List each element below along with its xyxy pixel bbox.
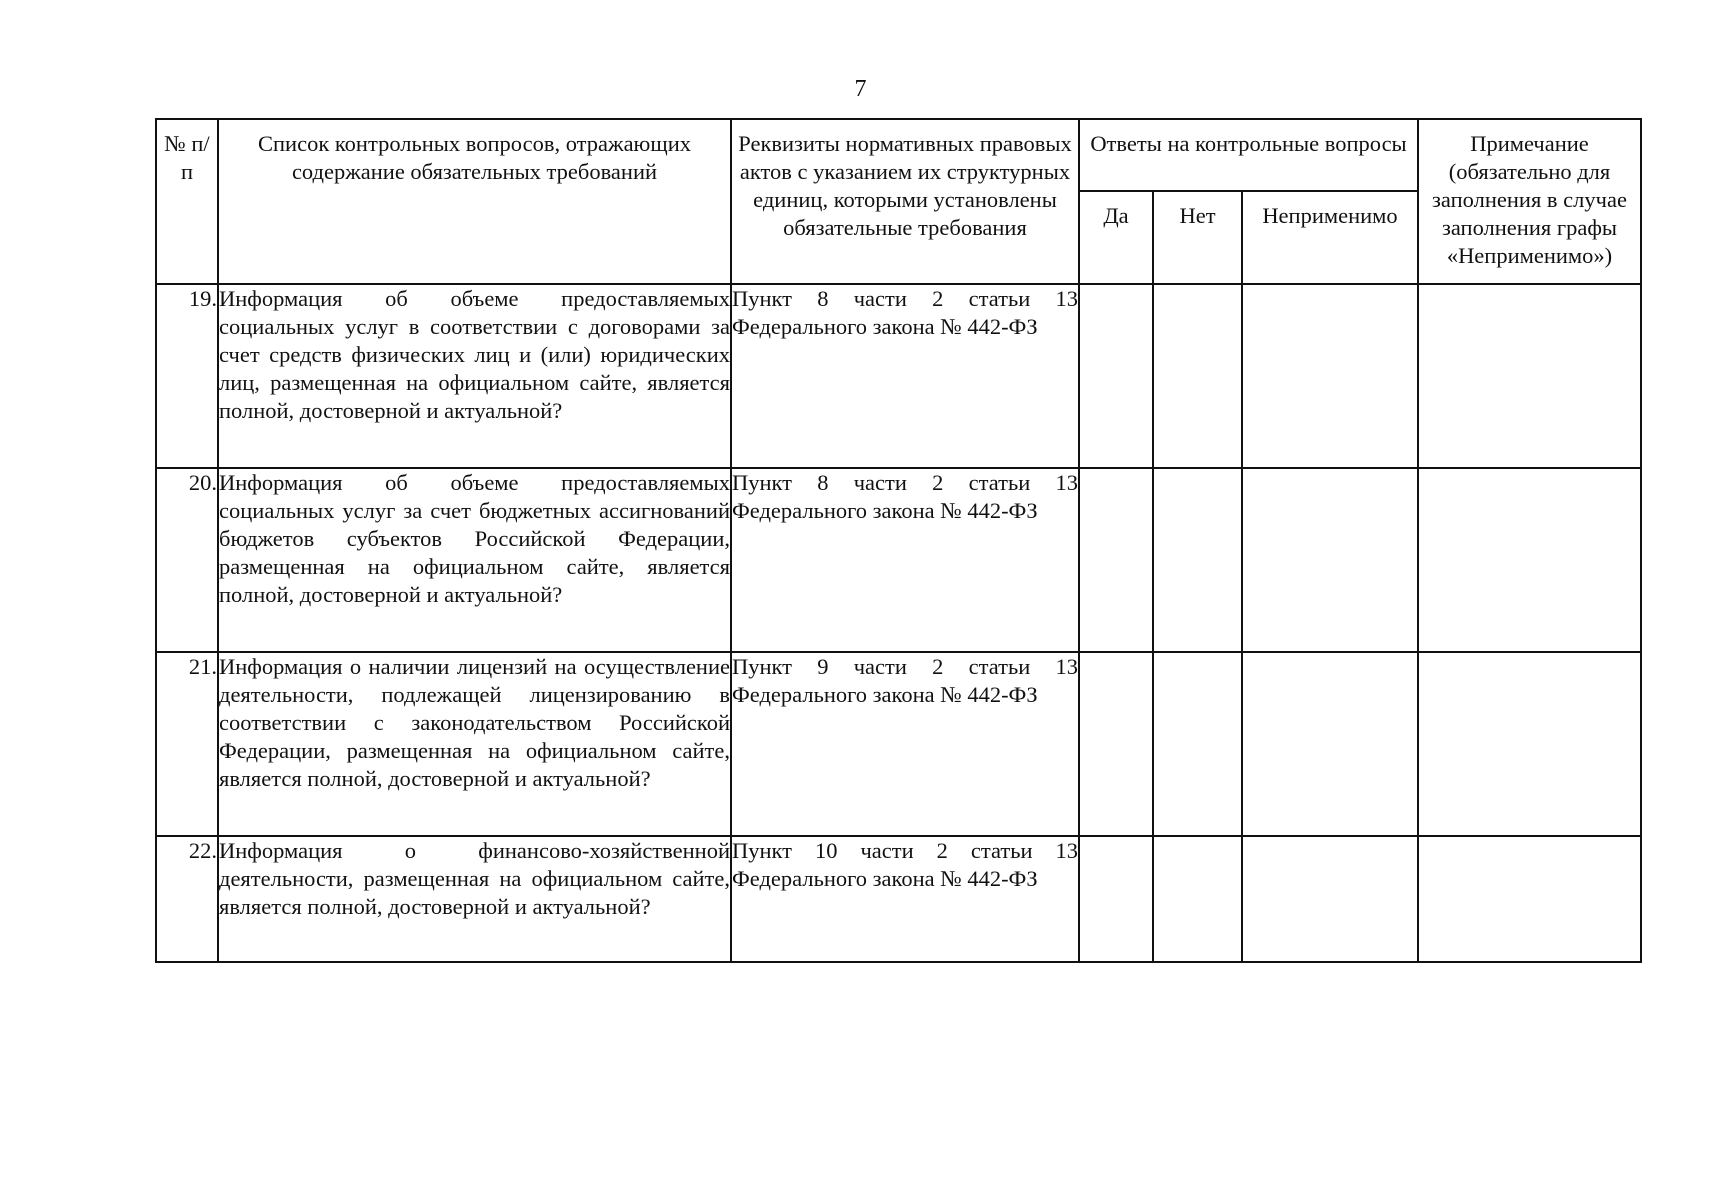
answer-na-cell[interactable] xyxy=(1242,284,1418,468)
answer-yes-cell[interactable] xyxy=(1079,652,1153,836)
header-num: № п/п xyxy=(156,119,218,284)
answer-yes-cell[interactable] xyxy=(1079,468,1153,652)
header-answer-na: Неприменимо xyxy=(1242,191,1418,284)
answer-na-cell[interactable] xyxy=(1242,836,1418,962)
row-question: Информация об объеме предоставляемых социальных услуг за счет бюджетных ассигнований бюджетов субъектов Российской Федерации, размещенная на официальном сайте, является полной, достоверной и актуальной? xyxy=(218,468,731,652)
header-note: Примечание (обязательно для заполнения в случае заполнения графы «Неприменимо») xyxy=(1418,119,1641,284)
note-cell[interactable] xyxy=(1418,836,1641,962)
row-question: Информация об объеме предоставляемых социальных услуг в соответствии с договорами за счет средств физических лиц и (или) юридических лиц, размещенная на официальном сайте, является полной, достоверной и актуальной? xyxy=(218,284,731,468)
table-row xyxy=(156,284,1641,468)
header-requisites: Реквизиты нормативных правовых актов с указанием их структурных единиц, которыми установлены обязательные требования xyxy=(731,119,1079,284)
table-row xyxy=(156,468,1641,652)
row-reference: Пункт 8 части 2 статьи 13 Федерального закона № 442-ФЗ xyxy=(731,468,1079,652)
checklist-table xyxy=(155,118,1642,963)
answer-yes-cell[interactable] xyxy=(1079,836,1153,962)
row-reference: Пункт 10 части 2 статьи 13 Федерального закона № 442-ФЗ xyxy=(731,836,1079,962)
answer-no-cell[interactable] xyxy=(1153,284,1242,468)
row-reference: Пункт 9 части 2 статьи 13 Федерального закона № 442-ФЗ xyxy=(731,652,1079,836)
answer-no-cell[interactable] xyxy=(1153,836,1242,962)
answer-na-cell[interactable] xyxy=(1242,652,1418,836)
table-row xyxy=(156,836,1641,962)
row-number: 21. xyxy=(156,652,218,836)
header-questions: Список контрольных вопросов, отражающих содержание обязательных требований xyxy=(218,119,731,284)
row-number: 22. xyxy=(156,836,218,962)
row-reference: Пункт 8 части 2 статьи 13 Федерального закона № 442-ФЗ xyxy=(731,284,1079,468)
note-cell[interactable] xyxy=(1418,652,1641,836)
header-answer-yes: Да xyxy=(1079,191,1153,284)
note-cell[interactable] xyxy=(1418,284,1641,468)
header-answers: Ответы на контрольные вопросы xyxy=(1079,119,1418,191)
row-question: Информация о наличии лицензий на осуществление деятельности, подлежащей лицензированию в соответствии с законодательством Российской Федерации, размещенная на официальном сайте, является полной, достоверной и актуальной? xyxy=(218,652,731,836)
header-answer-no: Нет xyxy=(1153,191,1242,284)
note-cell[interactable] xyxy=(1418,468,1641,652)
row-question: Информация о финансово-хозяйственной деятельности, размещенная на официальном сайте, является полной, достоверной и актуальной? xyxy=(218,836,731,962)
table-row xyxy=(156,652,1641,836)
header-row xyxy=(156,119,1641,191)
answer-no-cell[interactable] xyxy=(1153,652,1242,836)
row-number: 20. xyxy=(156,468,218,652)
row-number: 19. xyxy=(156,284,218,468)
page-number: 7 xyxy=(854,76,867,102)
answer-no-cell[interactable] xyxy=(1153,468,1242,652)
answer-na-cell[interactable] xyxy=(1242,468,1418,652)
answer-yes-cell[interactable] xyxy=(1079,284,1153,468)
